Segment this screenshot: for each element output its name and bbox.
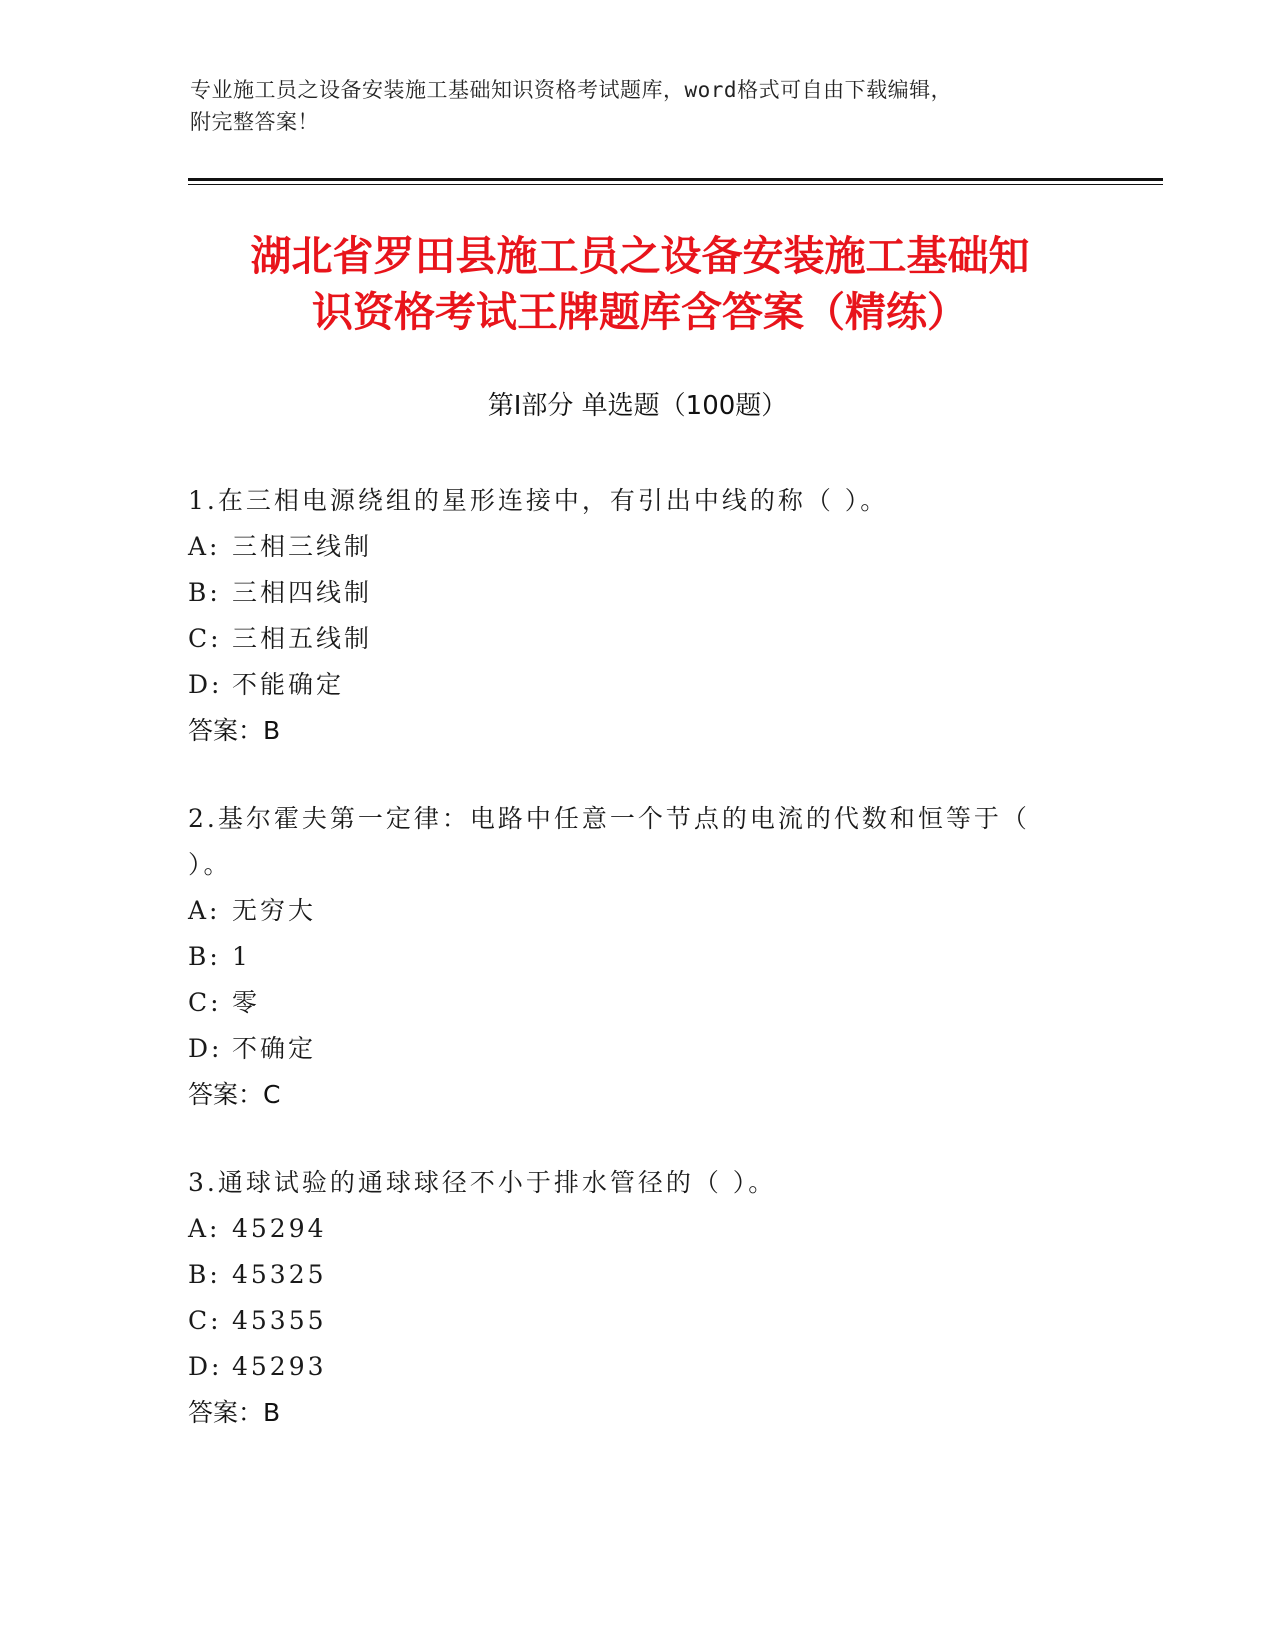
- option-b: [188, 934, 1068, 980]
- option-text: 零: [232, 988, 261, 1017]
- option-text: 45293: [232, 1352, 327, 1381]
- option-text: 不确定: [232, 1034, 317, 1063]
- option-key: D:: [188, 1034, 223, 1063]
- answer-line: 答案：B: [188, 1398, 281, 1427]
- header-note-line2: 附完整答案！: [190, 110, 319, 134]
- option-text: 三相五线制: [232, 624, 373, 653]
- section-heading: 第Ⅰ部分 单选题（100题）: [487, 391, 788, 421]
- option-key: A:: [188, 1214, 221, 1243]
- question-1: [188, 478, 1068, 754]
- question-2: [188, 796, 1068, 1118]
- option-c: [188, 616, 1068, 662]
- option-key: C:: [188, 988, 222, 1017]
- option-d: [188, 662, 1068, 708]
- option-key: B:: [188, 1260, 221, 1289]
- option-key: A:: [188, 532, 221, 561]
- question-stem: 2.基尔霍夫第一定律：电路中任意一个节点的电流的代数和恒等于（ ）。: [188, 804, 1030, 879]
- header-divider-thick: [188, 178, 1163, 181]
- option-text: 三相四线制: [232, 578, 373, 607]
- option-key: B:: [188, 578, 221, 607]
- option-b: [188, 570, 1068, 616]
- option-a: [188, 1206, 1068, 1252]
- option-b: [188, 1252, 1068, 1298]
- option-key: A:: [188, 896, 221, 925]
- question-3: [188, 1160, 1068, 1436]
- option-text: 三相三线制: [232, 532, 373, 561]
- option-a: [188, 888, 1068, 934]
- question-stem: 3.通球试验的通球球径不小于排水管径的（ ）。: [188, 1168, 777, 1197]
- option-d: [188, 1026, 1068, 1072]
- option-text: 45294: [232, 1214, 327, 1243]
- document-title: [190, 228, 1090, 340]
- option-text: 1: [232, 942, 251, 971]
- option-key: B:: [188, 942, 221, 971]
- option-text: 不能确定: [232, 670, 345, 699]
- answer-line: 答案：C: [188, 1080, 281, 1109]
- question-list: [188, 478, 1068, 1478]
- option-text: 无穷大: [232, 896, 317, 925]
- header-note: [190, 74, 1070, 138]
- option-key: C:: [188, 624, 222, 653]
- header-note-line1: 专业施工员之设备安装施工基础知识资格考试题库，word格式可自由下载编辑，: [190, 78, 953, 102]
- option-c: [188, 980, 1068, 1026]
- option-text: 45325: [232, 1260, 327, 1289]
- document-title-line1: 湖北省罗田县施工员之设备安装施工基础知: [250, 232, 1030, 280]
- answer-line: 答案：B: [188, 716, 281, 745]
- document-title-line2: 识资格考试王牌题库含答案（精练）: [312, 288, 968, 336]
- option-key: D:: [188, 1352, 223, 1381]
- option-text: 45355: [232, 1306, 327, 1335]
- option-key: C:: [188, 1306, 222, 1335]
- option-a: [188, 524, 1068, 570]
- option-key: D:: [188, 670, 223, 699]
- option-c: [188, 1298, 1068, 1344]
- question-stem: 1.在三相电源绕组的星形连接中，有引出中线的称（ ）。: [188, 486, 889, 515]
- header-divider-thin: [188, 184, 1163, 185]
- option-d: [188, 1344, 1068, 1390]
